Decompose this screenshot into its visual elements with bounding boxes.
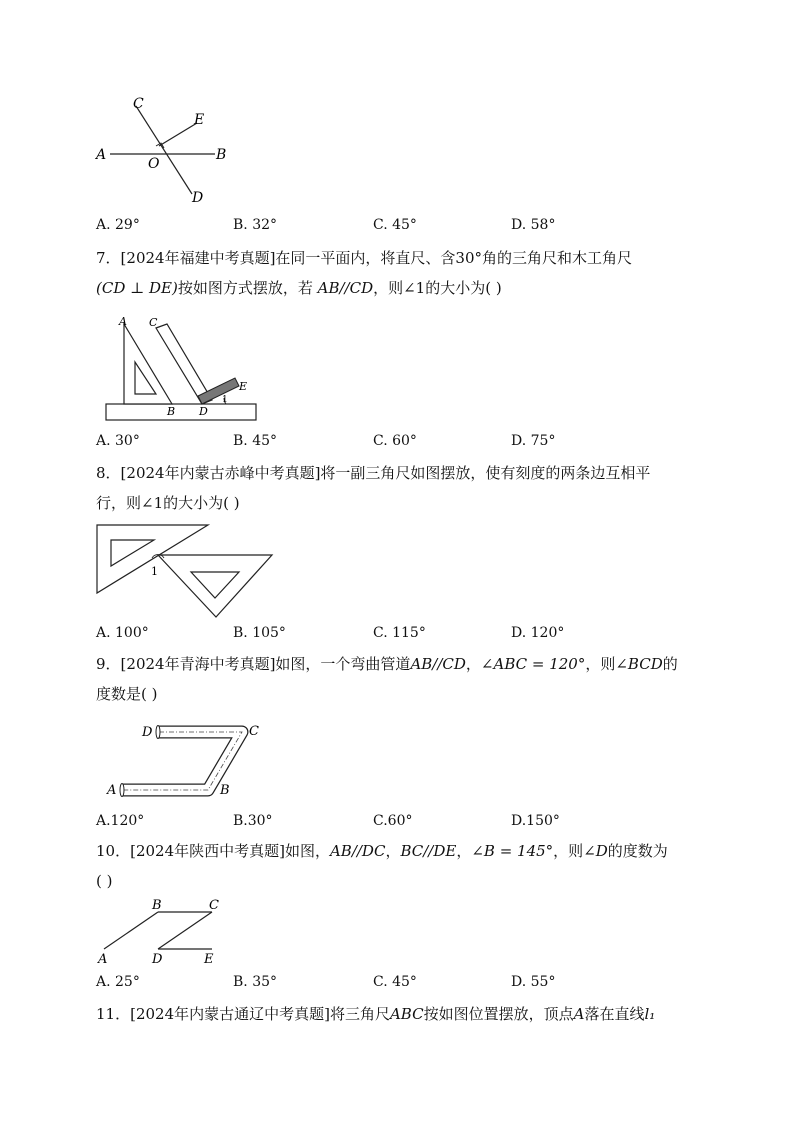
q8-line1: 8．[2024年内蒙古赤峰中考真题]将一副三角尺如图摆放，使有刻度的两条边互相平 [96,464,651,482]
q7-option-d[interactable]: D. 75° [511,433,556,449]
q7-option-b[interactable]: B. 45° [233,433,278,449]
q7-option-c[interactable]: C. 60° [373,433,417,449]
label-b: B [152,898,162,913]
q10-line1-text: 10．[2024年陕西中考真题]如图， [96,842,330,860]
q10-math-angle-d: ∠D [583,842,608,860]
q6-options [96,217,716,237]
q11-stem [96,999,696,1029]
q9-math-angle-abc: ∠ABC = 120° [480,655,586,673]
label-a: A [98,952,108,966]
q11-math-l1: l₁ [644,1005,656,1023]
q10-math-angle-b: ∠B = 145° [471,842,554,860]
q10-line1-text4: ，则 [553,842,584,860]
q10-options [96,974,716,994]
q10-stem [96,836,696,896]
label-1: 1 [222,395,228,405]
q7-line1: 7．[2024年福建中考真题]在同一平面内，将直尺、含30°角的三角尺和木工角尺 [96,249,633,267]
q10-line2: ( ) [96,872,113,890]
label-o: O [148,156,160,172]
q9-stem [96,649,696,709]
q11-line1-text3: 落在直线 [584,1005,645,1023]
q10-line1-text2: ， [385,842,401,860]
label-a: A [119,315,127,328]
q9-math-ab-parallel-cd: AB//CD [410,655,466,673]
label-e: E [239,380,248,393]
q9-figure [104,712,266,804]
q8-figure [94,522,276,622]
q7-figure [104,314,262,422]
label-c: C [133,96,144,112]
q10-option-c[interactable]: C. 45° [373,974,417,990]
label-1: 1 [151,565,158,578]
q7-line2-text2: ，则∠1的大小为( ) [373,279,502,297]
q9-option-d[interactable]: D.150° [511,813,560,829]
q6-option-d[interactable]: D. 58° [511,217,556,233]
label-a: A [96,147,107,163]
label-e: E [204,952,214,966]
q9-option-a[interactable]: A.120° [96,813,145,829]
q7-math-cd-perp-de: (CD ⊥ DE) [96,279,178,297]
q8-option-a[interactable]: A. 100° [96,625,149,641]
q9-options [96,813,716,833]
q7-line2-text: 按如图方式摆放，若 [177,279,313,297]
q6-figure [90,92,240,210]
q8-option-b[interactable]: B. 105° [233,625,286,641]
q10-option-a[interactable]: A. 25° [96,974,140,990]
label-c: C [209,898,219,913]
q8-line2: 行，则∠1的大小为( ) [96,494,240,512]
q10-math-ab-parallel-dc: AB//DC [329,842,386,860]
label-d: D [142,725,153,740]
q11-line1-text2: 按如图位置摆放，顶点 [423,1005,574,1023]
label-c: C [149,316,158,329]
q8-option-c[interactable]: C. 115° [373,625,426,641]
q10-line1-text3: ， [456,842,472,860]
q11-line1-text: 11．[2024年内蒙古通辽中考真题]将三角尺 [96,1005,390,1023]
q7-stem [96,243,696,303]
q8-stem [96,458,696,518]
q8-option-d[interactable]: D. 120° [511,625,565,641]
q11-math-a: A [573,1005,585,1023]
q10-option-d[interactable]: D. 55° [511,974,556,990]
q7-options [96,433,716,453]
q6-option-c[interactable]: C. 45° [373,217,417,233]
label-e: E [194,112,205,128]
q9-math-angle-bcd: ∠BCD [615,655,663,673]
q10-figure [94,898,226,966]
label-d: D [192,190,204,206]
q9-line1-text: 9．[2024年青海中考真题]如图，一个弯曲管道 [96,655,411,673]
q11-math-abc: ABC [389,1005,424,1023]
q9-line1-text2: ， [465,655,481,673]
q10-math-bc-parallel-de: BC//DE [400,842,457,860]
q7-option-a[interactable]: A. 30° [96,433,140,449]
label-b: B [167,405,176,418]
label-d: D [152,952,163,966]
label-a: A [107,783,117,798]
q10-line1-text5: 的度数为 [607,842,668,860]
q9-option-b[interactable]: B.30° [233,813,273,829]
label-b: B [220,783,230,798]
q9-option-c[interactable]: C.60° [373,813,413,829]
q9-line1-text3: ，则 [585,655,616,673]
label-d: D [199,405,208,418]
q9-line2: 度数是( ) [96,685,158,703]
label-c: C [249,724,259,739]
q10-option-b[interactable]: B. 35° [233,974,278,990]
label-b: B [216,147,227,163]
q8-options [96,625,716,645]
q6-option-a[interactable]: A. 29° [96,217,140,233]
q7-math-ab-parallel-cd: AB//CD [317,279,374,297]
q9-line1-text4: 的 [662,655,678,673]
q6-option-b[interactable]: B. 32° [233,217,278,233]
